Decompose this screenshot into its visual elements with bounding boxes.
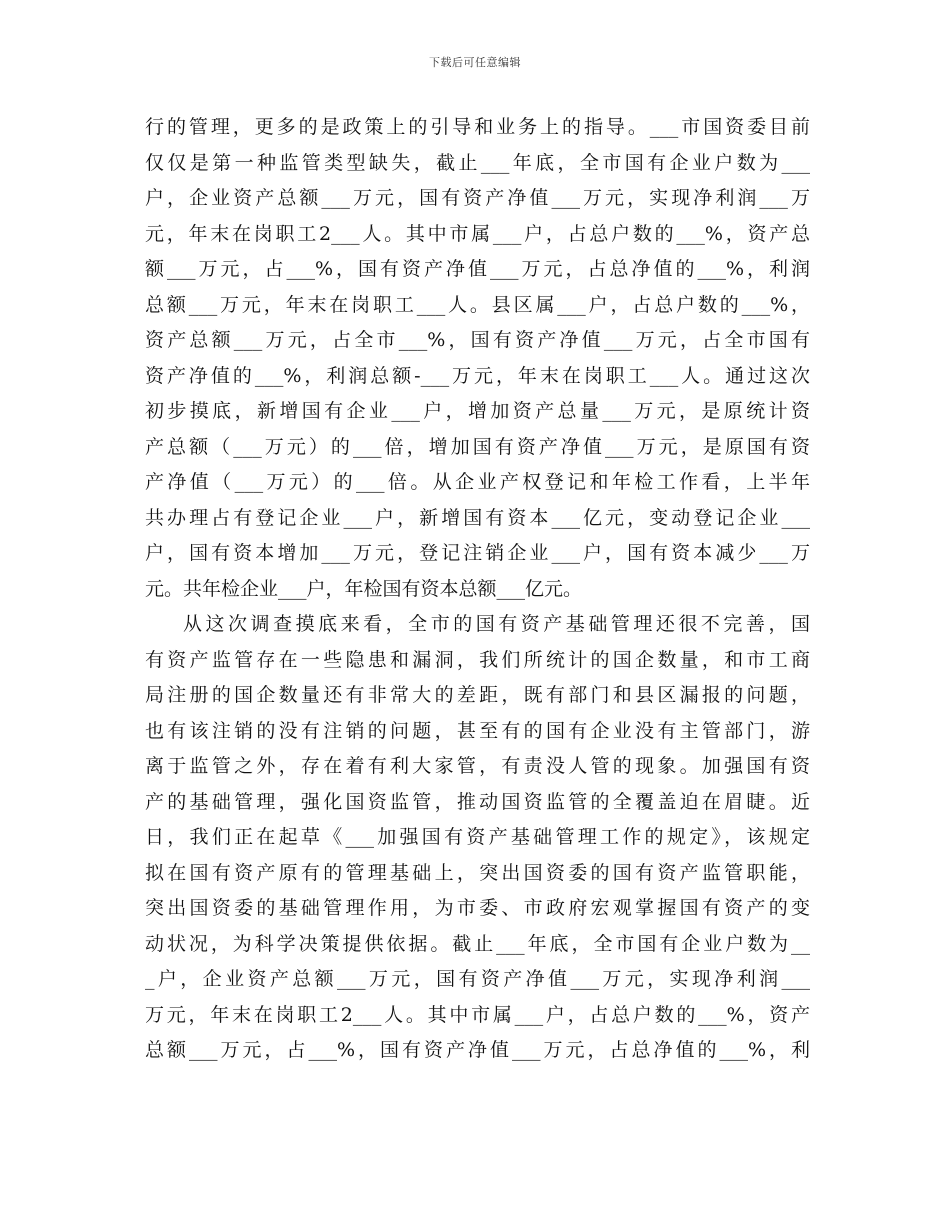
- page-header-note: 下载后可任意编辑: [429, 56, 521, 69]
- text-line: 资产总额___万元，占全市___%，国有资产净值___万元，占全市国有: [145, 329, 810, 351]
- text-line: 离于监管之外，存在着有利大家管，有责没人管的现象。加强国有资: [145, 755, 810, 777]
- text-line: 产的基础管理，强化国资监管，推动国资监管的全覆盖迫在眉睫。近: [145, 790, 810, 813]
- text-line: 共办理占有登记企业___户，新增国有资本___亿元，变动登记企业___: [145, 506, 810, 529]
- text-line: 额___万元，占___%，国有资产净值___万元，占总净值的___%，利润: [145, 258, 810, 280]
- paragraph-2: [145, 607, 810, 1069]
- text-line: _户，企业资产总额___万元，国有资产净值___万元，实现净利润___: [145, 968, 810, 990]
- text-line: 初步摸底，新增国有企业___户，增加资产总量___万元，是原统计资: [145, 400, 810, 422]
- text-line: 总额___万元，年末在岗职工___人。县区属___户，占总户数的___%，: [145, 293, 810, 316]
- document-body: [145, 110, 810, 1069]
- text-line: 元，年末在岗职工2___人。其中市属___户，占总户数的___%，资产总: [145, 222, 810, 245]
- text-line: 元。共年检企业___户，年检国有资本总额___亿元。: [145, 577, 583, 600]
- text-line: 产净值（___万元）的___倍。从企业产权登记和年检工作看，上半年: [145, 471, 810, 493]
- text-line: 也有该注销的没有注销的问题，甚至有的国有企业没有主管部门，游: [145, 719, 810, 742]
- text-line: 突出国资委的基础管理作用，为市委、市政府宏观掌握国有资产的变: [145, 897, 810, 919]
- text-line: 从这次调查摸底来看，全市的国有资产基础管理还很不完善，国: [183, 613, 810, 635]
- text-line: 资产净值的___%，利润总额-___万元，年末在岗职工___人。通过这次: [145, 364, 810, 387]
- text-line: 拟在国有资产原有的管理基础上，突出国资委的国有资产监管职能，: [145, 861, 810, 884]
- text-line: 动状况，为科学决策提供依据。截止___年底，全市国有企业户数为__: [145, 932, 810, 955]
- text-line: 局注册的国企数量还有非常大的差距，既有部门和县区漏报的问题，: [145, 684, 810, 706]
- text-line: 产总额（___万元）的___倍，增加国有资产净值___万元，是原国有资: [145, 435, 810, 458]
- text-line: 总额___万元，占___%，国有资产净值___万元，占总净值的___%，利: [145, 1039, 810, 1061]
- text-line: 户，企业资产总额___万元，国有资产净值___万元，实现净利润___万: [145, 187, 810, 209]
- text-line: 万元，年末在岗职工2___人。其中市属___户，占总户数的___%，资产: [145, 1003, 810, 1026]
- paragraph-1: [145, 110, 810, 607]
- text-line: 仅仅是第一种监管类型缺失，截止___年底，全市国有企业户数为___: [145, 151, 810, 174]
- text-line: 户，国有资本增加___万元，登记注销企业___户，国有资本减少___万: [145, 542, 810, 564]
- text-line: 行的管理，更多的是政策上的引导和业务上的指导。___市国资委目前: [145, 116, 810, 138]
- text-line: 日，我们正在起草《___加强国有资产基础管理工作的规定》，该规定: [145, 826, 810, 848]
- text-line: 有资产监管存在一些隐患和漏洞，我们所统计的国企数量，和市工商: [145, 648, 810, 671]
